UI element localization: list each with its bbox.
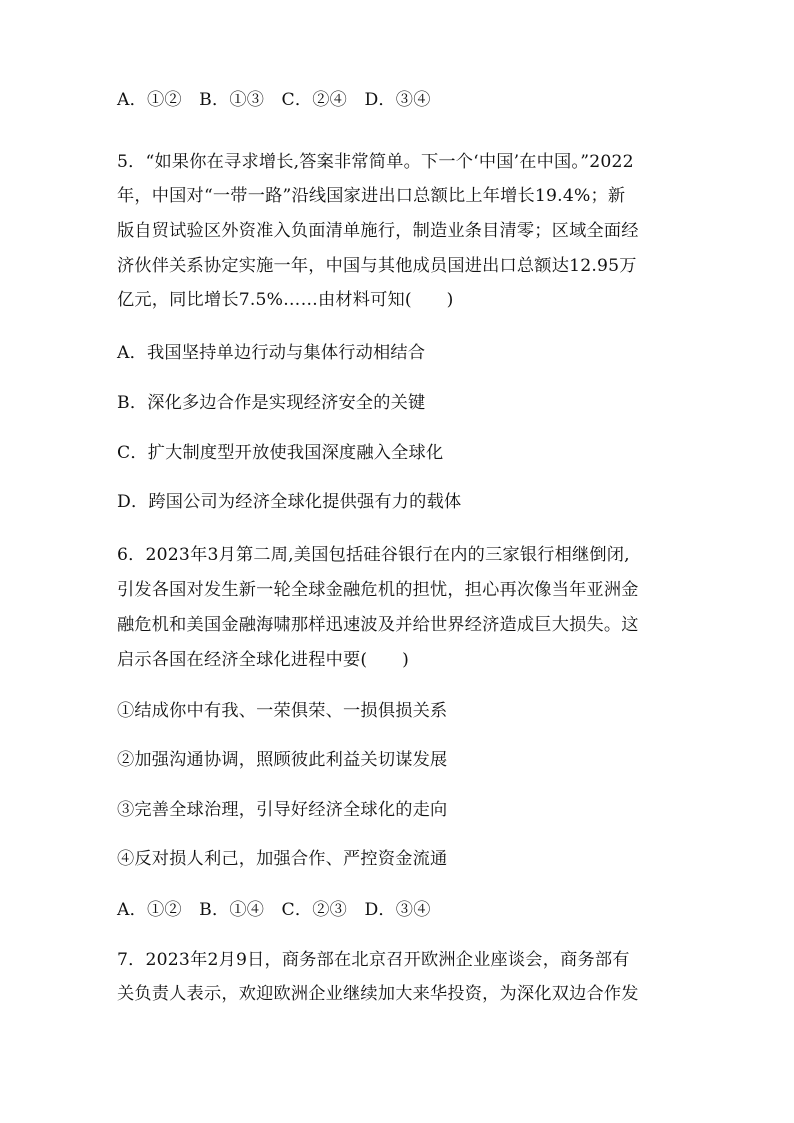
q6-statement-4: ④反对损人利己，加强合作、严控资金流通 [117, 849, 448, 869]
q5-line-3: 版自贸试验区外资准入负面清单施行，制造业条目清零；区域全面经 [117, 221, 639, 241]
q6-choices: A．①② B．①④ C．②③ D．③④ [117, 900, 431, 920]
q6-line-3: 融危机和美国金融海啸那样迅速波及并给世界经济造成巨大损失。这 [117, 615, 639, 635]
q5-line-1: 5．“如果你在寻求增长,答案非常简单。下一个‘中国’在中国。”2022 [117, 152, 634, 172]
q5-option-b: B．深化多边合作是实现经济安全的关键 [117, 393, 426, 413]
q5-line-4: 济伙伴关系协定实施一年，中国与其他成员国进出口总额达12.95万 [117, 256, 637, 276]
q6-statement-1: ①结成你中有我、一荣俱荣、一损俱损关系 [117, 701, 448, 721]
q5-line-2: 年，中国对“一带一路”沿线国家进出口总额比上年增长19.4%；新 [117, 186, 626, 206]
q5-line-5: 亿元，同比增长7.5%……由材料可知( ) [117, 290, 454, 310]
q5-option-d: D．跨国公司为经济全球化提供强有力的载体 [117, 492, 462, 512]
q6-statement-3: ③完善全球治理，引导好经济全球化的走向 [117, 800, 448, 820]
q5-option-c: C．扩大制度型开放使我国深度融入全球化 [117, 443, 444, 463]
q6-statement-2: ②加强沟通协调，照顾彼此利益关切谋发展 [117, 750, 448, 770]
q6-line-1: 6．2023年3月第二周,美国包括硅谷银行在内的三家银行相继倒闭, [117, 545, 630, 565]
q5-option-a: A．我国坚持单边行动与集体行动相结合 [117, 343, 426, 363]
q7-line-2: 关负责人表示，欢迎欧洲企业继续加大来华投资，为深化双边合作发 [117, 984, 639, 1004]
q6-line-4: 启示各国在经济全球化进程中要( ) [117, 650, 410, 670]
q4-choices: A．①② B．①③ C．②④ D．③④ [117, 90, 431, 110]
q7-line-1: 7．2023年2月9日，商务部在北京召开欧洲企业座谈会，商务部有 [117, 950, 630, 970]
q6-line-2: 引发各国对发生新一轮全球金融危机的担忧，担心再次像当年亚洲金 [117, 580, 639, 600]
